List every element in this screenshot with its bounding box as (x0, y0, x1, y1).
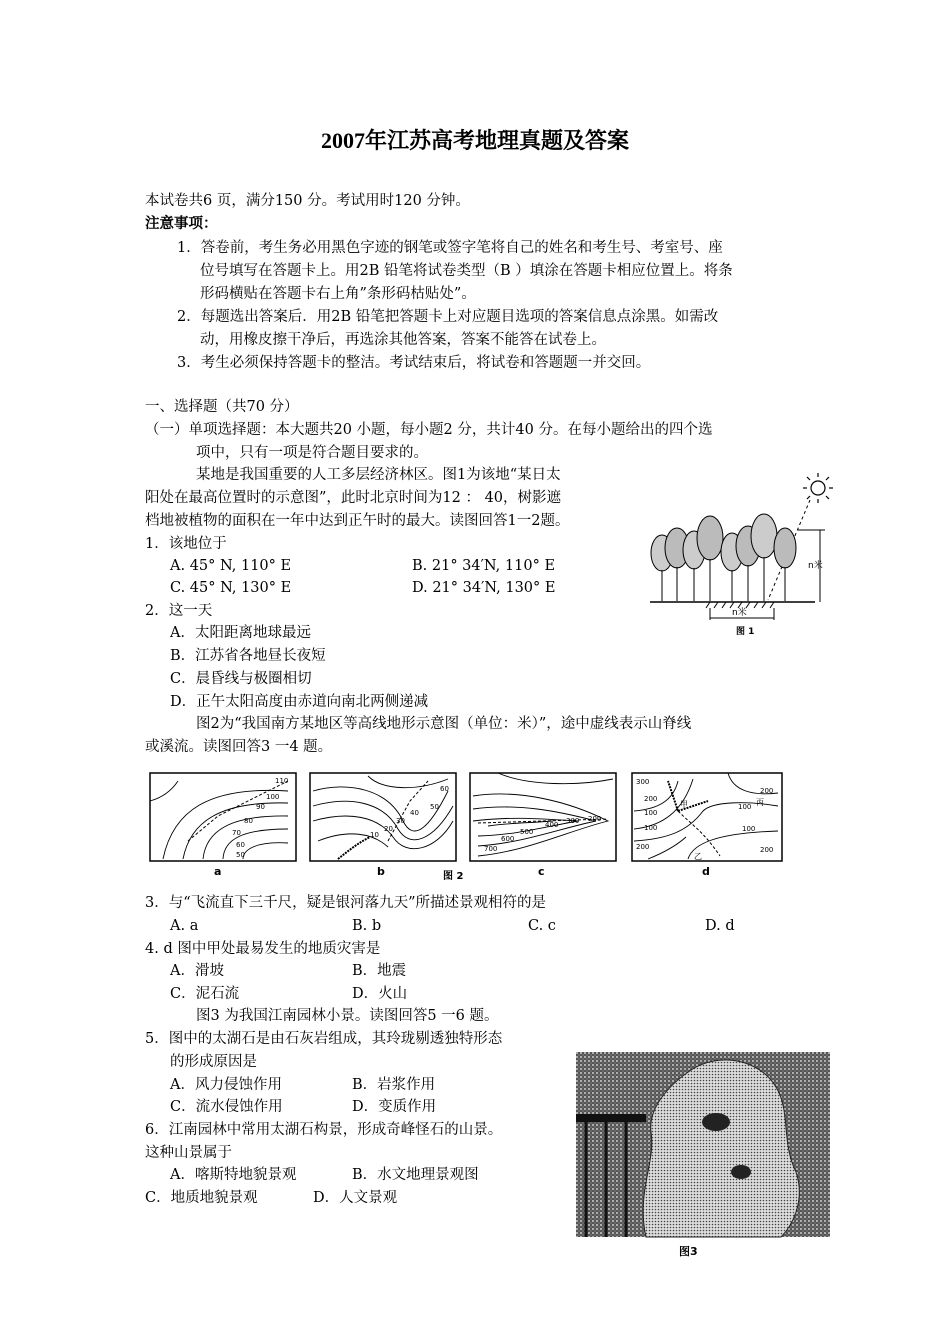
contour-label: 90 (256, 803, 265, 811)
rock-hole (702, 1113, 730, 1131)
figure-2-panel-c (470, 773, 616, 878)
contour-label: 20 (384, 825, 393, 833)
figure-1 (640, 468, 840, 648)
part1-line2: 项中，只有一项是符合题目要求的。 (196, 445, 428, 461)
q6-option-b: B．水文地理景观图 (352, 1167, 479, 1183)
notice-3-line1: 3．考生必须保持答题卡的整洁。考试结束后，将试卷和答题题一并交回。 (177, 355, 651, 371)
contour-label: 500 (520, 828, 534, 836)
figure-1-caption: 图 1 (736, 627, 755, 637)
panel-label: b (377, 865, 385, 878)
contour-label: 60 (236, 841, 245, 849)
notice-1-line2: 位号填写在答题卡上。用2B 铅笔将试卷类型（B ）填涂在答题卡相应位置上。将条 (200, 263, 733, 279)
q2-option-d: D．正午太阳高度由赤道向南北两侧递减 (170, 694, 429, 710)
q3-stem: 3．与“飞流直下三千尺，疑是银河落九天”所描述景观相符的是 (145, 895, 547, 911)
notice-1-line1: 1．答卷前，考生务必用黑色字迹的钢笔或签字笔将自己的姓名和考生号、考室号、座 (177, 240, 723, 256)
q1-option-d: D. 21° 34′N, 130° E (412, 580, 556, 596)
panel-label: c (538, 865, 545, 878)
q4-option-a: A．滑坡 (170, 963, 224, 979)
q6-option-d: D．人文景观 (313, 1190, 398, 1206)
panel-label: d (702, 865, 710, 878)
contour-label: 10 (370, 831, 379, 839)
contour-label: 80 (244, 817, 253, 825)
pavilion-roof (576, 1114, 646, 1122)
point-label: 丙 (756, 798, 764, 807)
page-title: 2007年江苏高考地理真题及答案 (320, 128, 629, 153)
contour-label: 400 (545, 821, 559, 829)
panel-label: a (214, 865, 222, 878)
q4-option-c: C．泥石流 (170, 986, 240, 1002)
notice-2-line2: 动，用橡皮擦干净后，再选涂其他答案，答案不能答在试卷上。 (200, 332, 606, 348)
stem34-line2: 或溪流。读图回答3 一4 题。 (145, 739, 333, 755)
stem12-line2: 阳处在最高位置时的示意图”，此时北京时间为12 ： 40，树影遮 (145, 490, 562, 506)
point-label: 乙 (694, 852, 702, 861)
q1-option-b: B. 21° 34′N, 110° E (412, 558, 556, 574)
figure-2-caption: 图 2 (443, 871, 464, 881)
q2-option-a: A．太阳距离地球最远 (170, 625, 311, 641)
contour-label: 200 (588, 815, 602, 823)
q5-option-d: D．变质作用 (352, 1099, 437, 1115)
contour-label: 300 (566, 817, 580, 825)
q6-stem-line2: 这种山景属于 (145, 1145, 232, 1161)
rock-hole (731, 1165, 751, 1179)
q5-option-b: B．岩浆作用 (352, 1077, 436, 1093)
q1-stem: 1．该地位于 (145, 536, 227, 552)
q3-option-b: B. b (352, 918, 382, 934)
point-label: 甲 (680, 800, 688, 809)
figure-2 (148, 771, 788, 881)
q5-stem-line2: 的形成原因是 (170, 1054, 257, 1070)
notice-1-line3: 形码横贴在答题卡右上角”条形码枯贴处”。 (200, 286, 476, 302)
q3-option-c: C. c (528, 918, 556, 934)
figure-3 (576, 1052, 830, 1262)
contour-label: 100 (644, 809, 658, 817)
q2-stem: 2．这一天 (145, 603, 213, 619)
q3-option-a: A. a (170, 918, 199, 934)
contour-label: 100 (266, 793, 280, 801)
trees (651, 514, 796, 601)
q4-stem: 4. d 图中甲处最易发生的地质灾害是 (145, 941, 381, 957)
contour-label: 700 (484, 845, 498, 853)
width-label: n米 (732, 608, 747, 618)
contour-label: 300 (636, 778, 650, 786)
intro: 本试卷共6 页，满分150 分。考试用时120 分钟。 (145, 193, 470, 209)
contour-label: 40 (410, 809, 419, 817)
q5-stem-line1: 5．图中的太湖石是由石灰岩组成，其玲珑剔透独特形态 (145, 1031, 503, 1047)
height-label: n米 (808, 561, 823, 571)
q5-option-c: C．流水侵蚀作用 (170, 1099, 283, 1115)
contour-label: 60 (440, 785, 449, 793)
stem56: 图3 为我国江南园林小景。读图回答5 一6 题。 (196, 1008, 499, 1024)
q6-stem-line1: 6．江南园林中常用太湖石构景，形成奇峰怪石的山景。 (145, 1122, 503, 1138)
q1-option-c: C. 45° N, 130° E (170, 580, 292, 596)
contour-label: 200 (636, 843, 650, 851)
contour-label: 200 (760, 846, 774, 854)
sun-icon (803, 473, 833, 503)
contour-label: 50 (430, 803, 439, 811)
stem12-line3: 档地被植物的面积在一年中达到正午时的最大。读图回答1一2题。 (145, 513, 570, 529)
contour-label: 200 (644, 795, 658, 803)
part1-line1: （一）单项选择题：本大题共20 小题，每小题2 分，共计40 分。在每小题给出的四个选 (145, 422, 713, 438)
q2-option-c: C．晨昏线与极圈相切 (170, 671, 312, 687)
contour-label: 600 (501, 835, 515, 843)
q4-option-d: D．火山 (352, 986, 408, 1002)
notice-2-line1: 2．每题选出答案后．用2B 铅笔把答题卡上对应题目选项的答案信息点涂黑。如需改 (177, 309, 719, 325)
figure-3-caption: 图3 (679, 1245, 698, 1258)
q4-option-b: B．地震 (352, 963, 407, 979)
contour-label: 50 (236, 851, 245, 859)
figure-2-panel-a (150, 773, 296, 878)
contour-label: 100 (738, 803, 752, 811)
stem34-line1: 图2为“我国南方某地区等高线地形示意图（单位：米）”，途中虚线表示山脊线 (196, 716, 692, 732)
contour-label: 70 (232, 829, 241, 837)
notice-heading: 注意事项： (145, 215, 218, 232)
q6-option-c: C．地质地貌景观 (145, 1190, 258, 1206)
contour-label: 100 (742, 825, 756, 833)
stem12-line1: 某地是我国重要的人工多层经济林区。图1为该地“某日太 (196, 467, 561, 483)
q6-option-a: A．喀斯特地貌景观 (170, 1167, 297, 1183)
q5-option-a: A．风力侵蚀作用 (170, 1077, 282, 1093)
contour-label: 100 (644, 824, 658, 832)
figure-2-panel-d (632, 773, 782, 878)
contour-label: 110 (275, 777, 289, 785)
q2-option-b: B．江苏省各地昼长夜短 (170, 648, 326, 664)
q1-option-a: A. 45° N, 110° E (170, 558, 292, 574)
contour-label: 30 (396, 817, 405, 825)
q3-option-d: D. d (705, 918, 735, 934)
contour-label: 200 (760, 787, 774, 795)
section-heading: 一、选择题（共70 分） (145, 399, 299, 415)
figure-2-panel-b (310, 773, 456, 878)
